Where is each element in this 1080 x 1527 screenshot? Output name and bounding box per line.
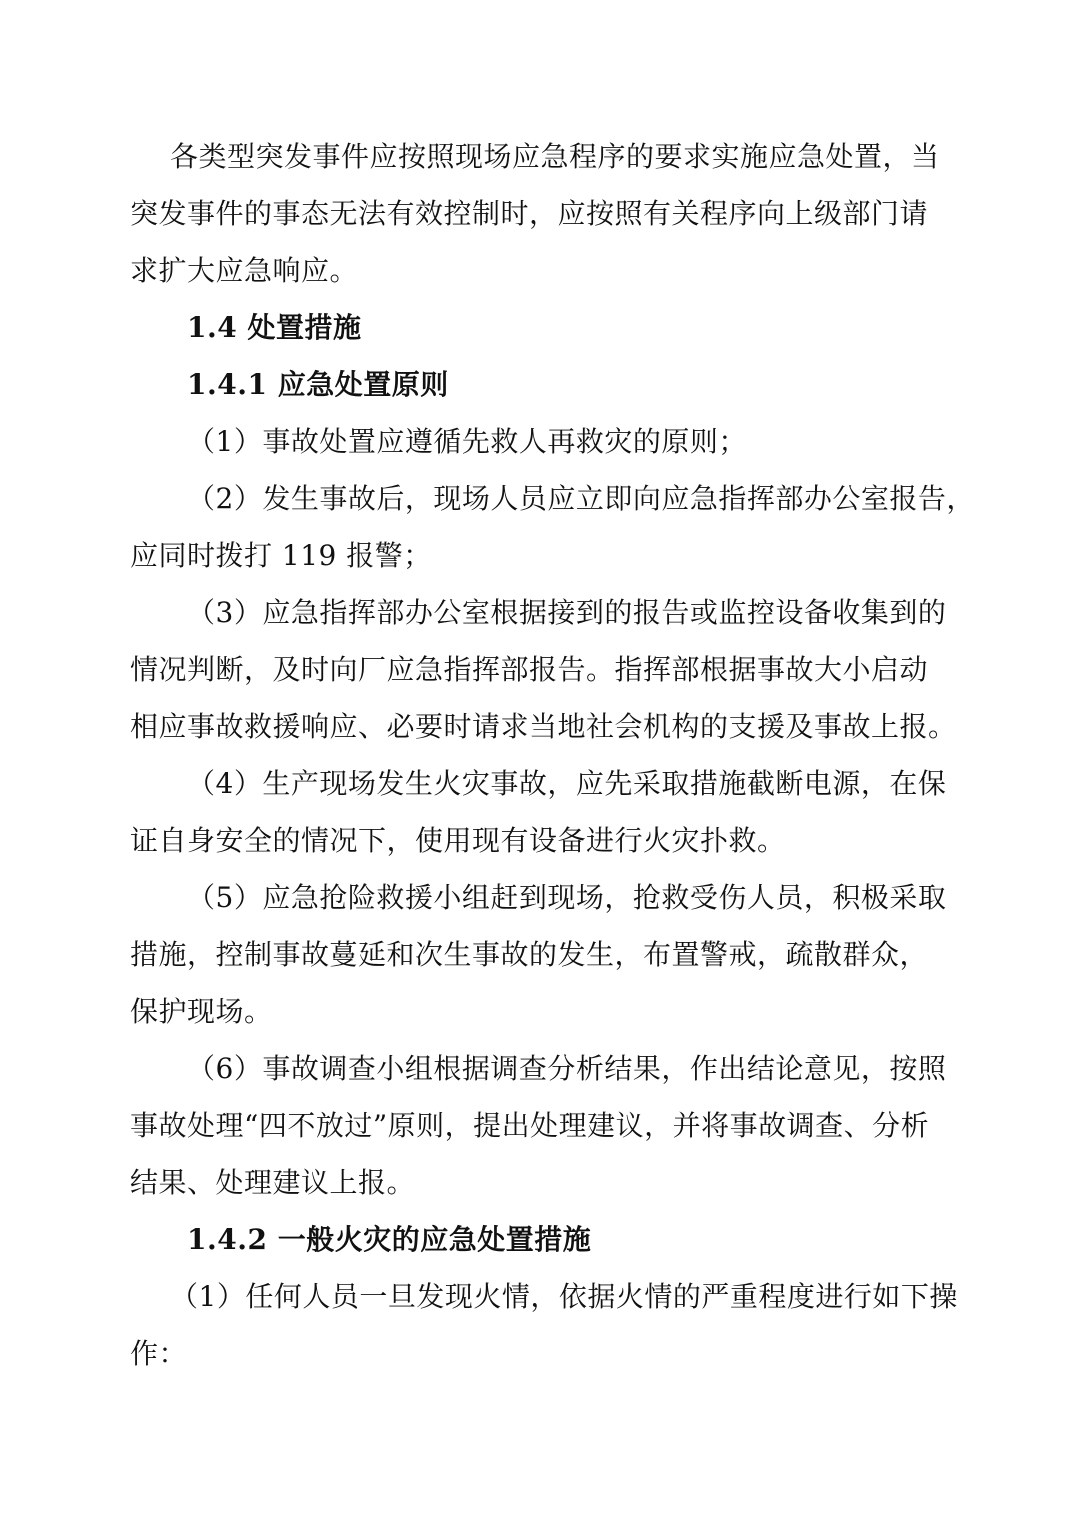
list-item-line: （4）生产现场发生火灾事故，应先采取措施截断电源，在保 bbox=[187, 767, 947, 800]
list-item-line: （2）发生事故后，现场人员应立即向应急指挥部办公室报告， bbox=[187, 482, 975, 515]
list-item-line: （1）任何人员一旦发现火情，依据火情的严重程度进行如下操 bbox=[170, 1280, 958, 1313]
subsection-heading: 1.4.1 应急处置原则 bbox=[187, 368, 449, 401]
paragraph-line: 结果、处理建议上报。 bbox=[130, 1166, 416, 1199]
subsection-heading: 1.4.2 一般火灾的应急处置措施 bbox=[187, 1223, 592, 1256]
list-item-line: （6）事故调查小组根据调查分析结果，作出结论意见，按照 bbox=[187, 1052, 947, 1085]
paragraph-line: 作： bbox=[130, 1337, 188, 1370]
paragraph-line: 措施，控制事故蔓延和次生事故的发生，布置警戒，疏散群众， bbox=[130, 938, 929, 971]
paragraph-line: 各类型突发事件应按照现场应急程序的要求实施应急处置，当 bbox=[170, 140, 940, 173]
paragraph-line: 证自身安全的情况下，使用现有设备进行火灾扑救。 bbox=[130, 824, 786, 857]
paragraph-line: 相应事故救援响应、必要时请求当地社会机构的支援及事故上报。 bbox=[130, 710, 957, 743]
paragraph-line: 事故处理“四不放过”原则，提出处理建议，并将事故调查、分析 bbox=[130, 1109, 930, 1142]
list-item-line: （3）应急指挥部办公室根据接到的报告或监控设备收集到的 bbox=[187, 596, 947, 629]
section-heading: 1.4 处置措施 bbox=[187, 311, 362, 344]
paragraph-line: 应同时拨打 119 报警； bbox=[130, 539, 432, 572]
list-item-line: （1）事故处置应遵循先救人再救灾的原则； bbox=[187, 425, 747, 458]
paragraph-line: 保护现场。 bbox=[130, 995, 273, 1028]
paragraph-line: 突发事件的事态无法有效控制时，应按照有关程序向上级部门请 bbox=[130, 197, 929, 230]
paragraph-line: 求扩大应急响应。 bbox=[130, 254, 359, 287]
paragraph-line: 情况判断，及时向厂应急指挥部报告。指挥部根据事故大小启动 bbox=[130, 653, 929, 686]
list-item-line: （5）应急抢险救援小组赶到现场，抢救受伤人员，积极采取 bbox=[187, 881, 947, 914]
